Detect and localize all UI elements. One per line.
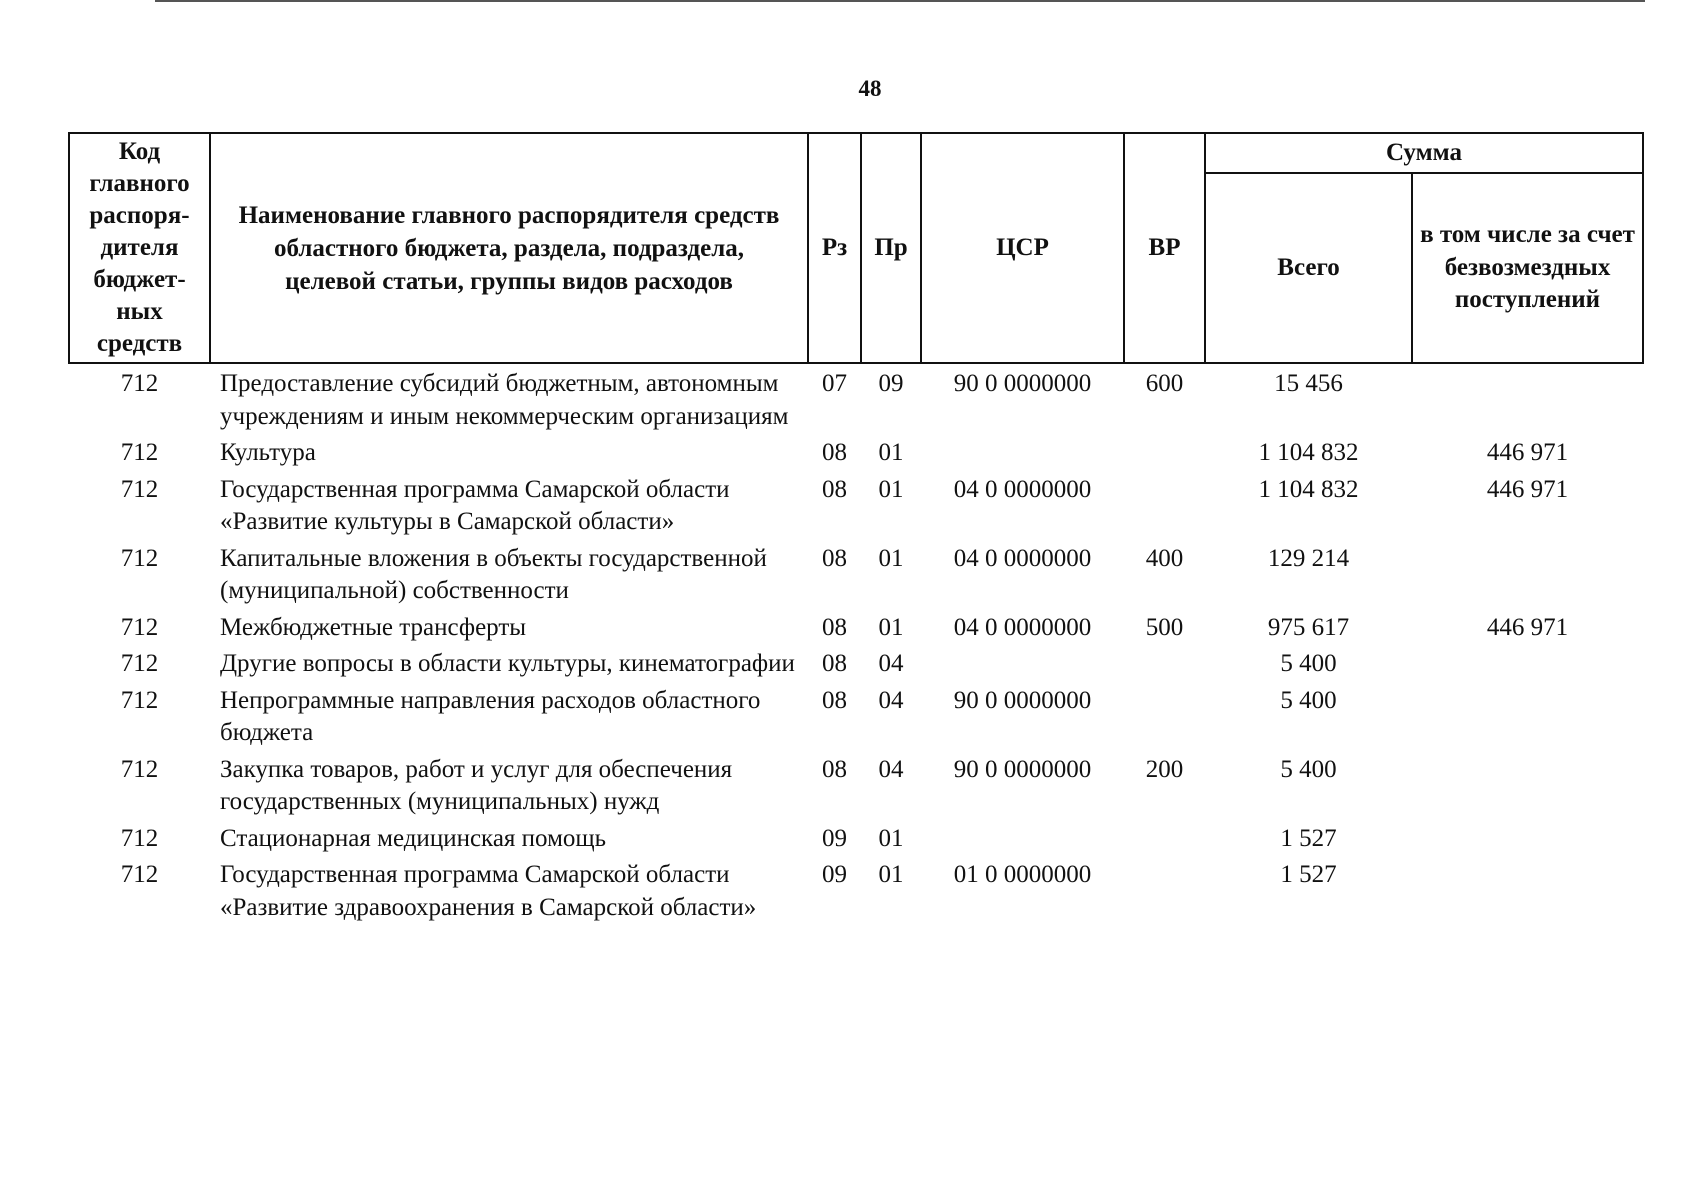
cell-csr: [921, 823, 1124, 860]
cell-code: 712: [120, 861, 159, 888]
cell-vr: [1124, 474, 1205, 543]
table-header: [69, 133, 1643, 363]
cell-rz: 07: [822, 370, 847, 397]
cell-vr: [1124, 648, 1205, 685]
cell-vr: 500: [1145, 613, 1184, 641]
budget-table: [68, 132, 1644, 928]
cell-pr: 09: [878, 370, 904, 397]
cell-csr: 01 0 0000000: [953, 861, 1092, 888]
cell-free: [1412, 543, 1643, 612]
cell-csr: [921, 648, 1124, 685]
cell-code: 712: [120, 824, 159, 852]
cell-name: Межбюджетные трансферты: [220, 613, 527, 641]
cell-code: 712: [120, 650, 159, 677]
cell-name: Стационарная медицинская помощь: [220, 824, 607, 852]
cell-pr: 01: [878, 861, 904, 888]
cell-rz: 09: [822, 824, 847, 852]
cell-csr: 90 0 0000000: [953, 686, 1092, 714]
cell-csr: 04 0 0000000: [953, 613, 1092, 641]
cell-pr: 04: [878, 650, 904, 677]
cell-code: 712: [120, 439, 159, 466]
cell-free: [1412, 823, 1643, 860]
cell-pr: 01: [878, 475, 904, 503]
cell-csr: 90 0 0000000: [953, 755, 1092, 783]
cell-name: Непрограммные направления расходов областного бюджета: [220, 686, 761, 746]
page-number: 48: [858, 76, 882, 101]
header-csr: ЦСР: [921, 133, 1124, 363]
cell-total: 1 104 832: [1258, 475, 1359, 503]
cell-name: Государственная программа Самарской области «Развитие здравоохранения в Самарской области»: [220, 861, 757, 921]
cell-free: [1412, 648, 1643, 685]
cell-csr: [921, 437, 1124, 474]
cell-total: 15 456: [1274, 370, 1343, 397]
cell-rz: 08: [822, 475, 847, 503]
cell-name: Государственная программа Самарской области «Развитие культуры в Самарской области»: [220, 475, 730, 535]
table-row: [69, 754, 1643, 823]
cell-pr: 04: [878, 755, 904, 783]
cell-free: 446 971: [1486, 475, 1569, 503]
cell-free: 446 971: [1486, 613, 1569, 641]
cell-name: Культура: [220, 439, 316, 466]
cell-free: [1412, 363, 1643, 437]
cell-rz: 08: [822, 755, 847, 783]
cell-pr: 01: [878, 824, 904, 852]
cell-free: 446 971: [1486, 439, 1569, 466]
header-name: Наименование главного распорядителя средств областного бюджета, раздела, подраздела, целевой статьи, группы видов расходов: [210, 133, 808, 363]
cell-total: 1 527: [1280, 861, 1337, 888]
cell-name: Капитальные вложения в объекты государственной (муниципальной) собственности: [220, 544, 767, 604]
table-row: [69, 648, 1643, 685]
header-code: Код главного распоря-дителя бюджет-ных средств: [69, 133, 210, 363]
cell-pr: 01: [878, 544, 904, 572]
cell-name: Другие вопросы в области культуры, кинематографии: [220, 650, 795, 677]
table-row: [69, 474, 1643, 543]
cell-name: Закупка товаров, работ и услуг для обеспечения государственных (муниципальных) нужд: [220, 755, 733, 815]
cell-csr: 04 0 0000000: [953, 475, 1092, 503]
cell-rz: 08: [822, 686, 847, 714]
header-free: в том числе за счет безвозмездных поступлений: [1412, 173, 1643, 363]
cell-free: [1412, 685, 1643, 754]
cell-code: 712: [120, 475, 159, 503]
table-row: [69, 437, 1643, 474]
cell-code: 712: [120, 613, 159, 641]
cell-name: Предоставление субсидий бюджетным, автономным учреждениям и иным некоммерческим организациям: [220, 370, 789, 430]
cell-csr: 04 0 0000000: [953, 544, 1092, 572]
cell-pr: 01: [878, 439, 904, 466]
header-pr: Пр: [861, 133, 921, 363]
cell-total: 5 400: [1280, 686, 1337, 714]
cell-vr: [1124, 437, 1205, 474]
header-total: Всего: [1205, 173, 1412, 363]
cell-code: 712: [120, 544, 159, 572]
cell-free: [1412, 754, 1643, 823]
header-rz: Рз: [808, 133, 861, 363]
table-row: [69, 685, 1643, 754]
cell-pr: 04: [878, 686, 904, 714]
cell-total: 1 104 832: [1258, 439, 1359, 466]
cell-csr: 90 0 0000000: [953, 370, 1092, 397]
cell-total: 1 527: [1280, 824, 1337, 852]
cell-total: 129 214: [1267, 544, 1350, 572]
cell-rz: 08: [822, 544, 847, 572]
table-row: [69, 543, 1643, 612]
cell-code: 712: [120, 755, 159, 783]
cell-free: [1412, 859, 1643, 928]
table-row: [69, 612, 1643, 649]
top-rule: [155, 0, 1645, 2]
header-vr: ВР: [1124, 133, 1205, 363]
header-sum: Сумма: [1205, 133, 1643, 173]
table-body: [69, 363, 1643, 928]
cell-total: 5 400: [1280, 755, 1337, 783]
cell-vr: [1124, 859, 1205, 928]
cell-total: 5 400: [1280, 650, 1337, 677]
cell-rz: 09: [822, 861, 847, 888]
cell-vr: [1124, 823, 1205, 860]
cell-code: 712: [120, 370, 159, 397]
cell-rz: 08: [822, 613, 847, 641]
cell-vr: 200: [1145, 755, 1184, 783]
cell-vr: 400: [1145, 544, 1184, 572]
cell-pr: 01: [878, 613, 904, 641]
table-row: [69, 859, 1643, 928]
cell-code: 712: [120, 686, 159, 714]
cell-rz: 08: [822, 650, 847, 677]
table-row: [69, 823, 1643, 860]
cell-vr: 600: [1145, 370, 1184, 397]
cell-total: 975 617: [1267, 613, 1350, 641]
cell-rz: 08: [822, 439, 847, 466]
table-row: [69, 363, 1643, 437]
cell-vr: [1124, 685, 1205, 754]
